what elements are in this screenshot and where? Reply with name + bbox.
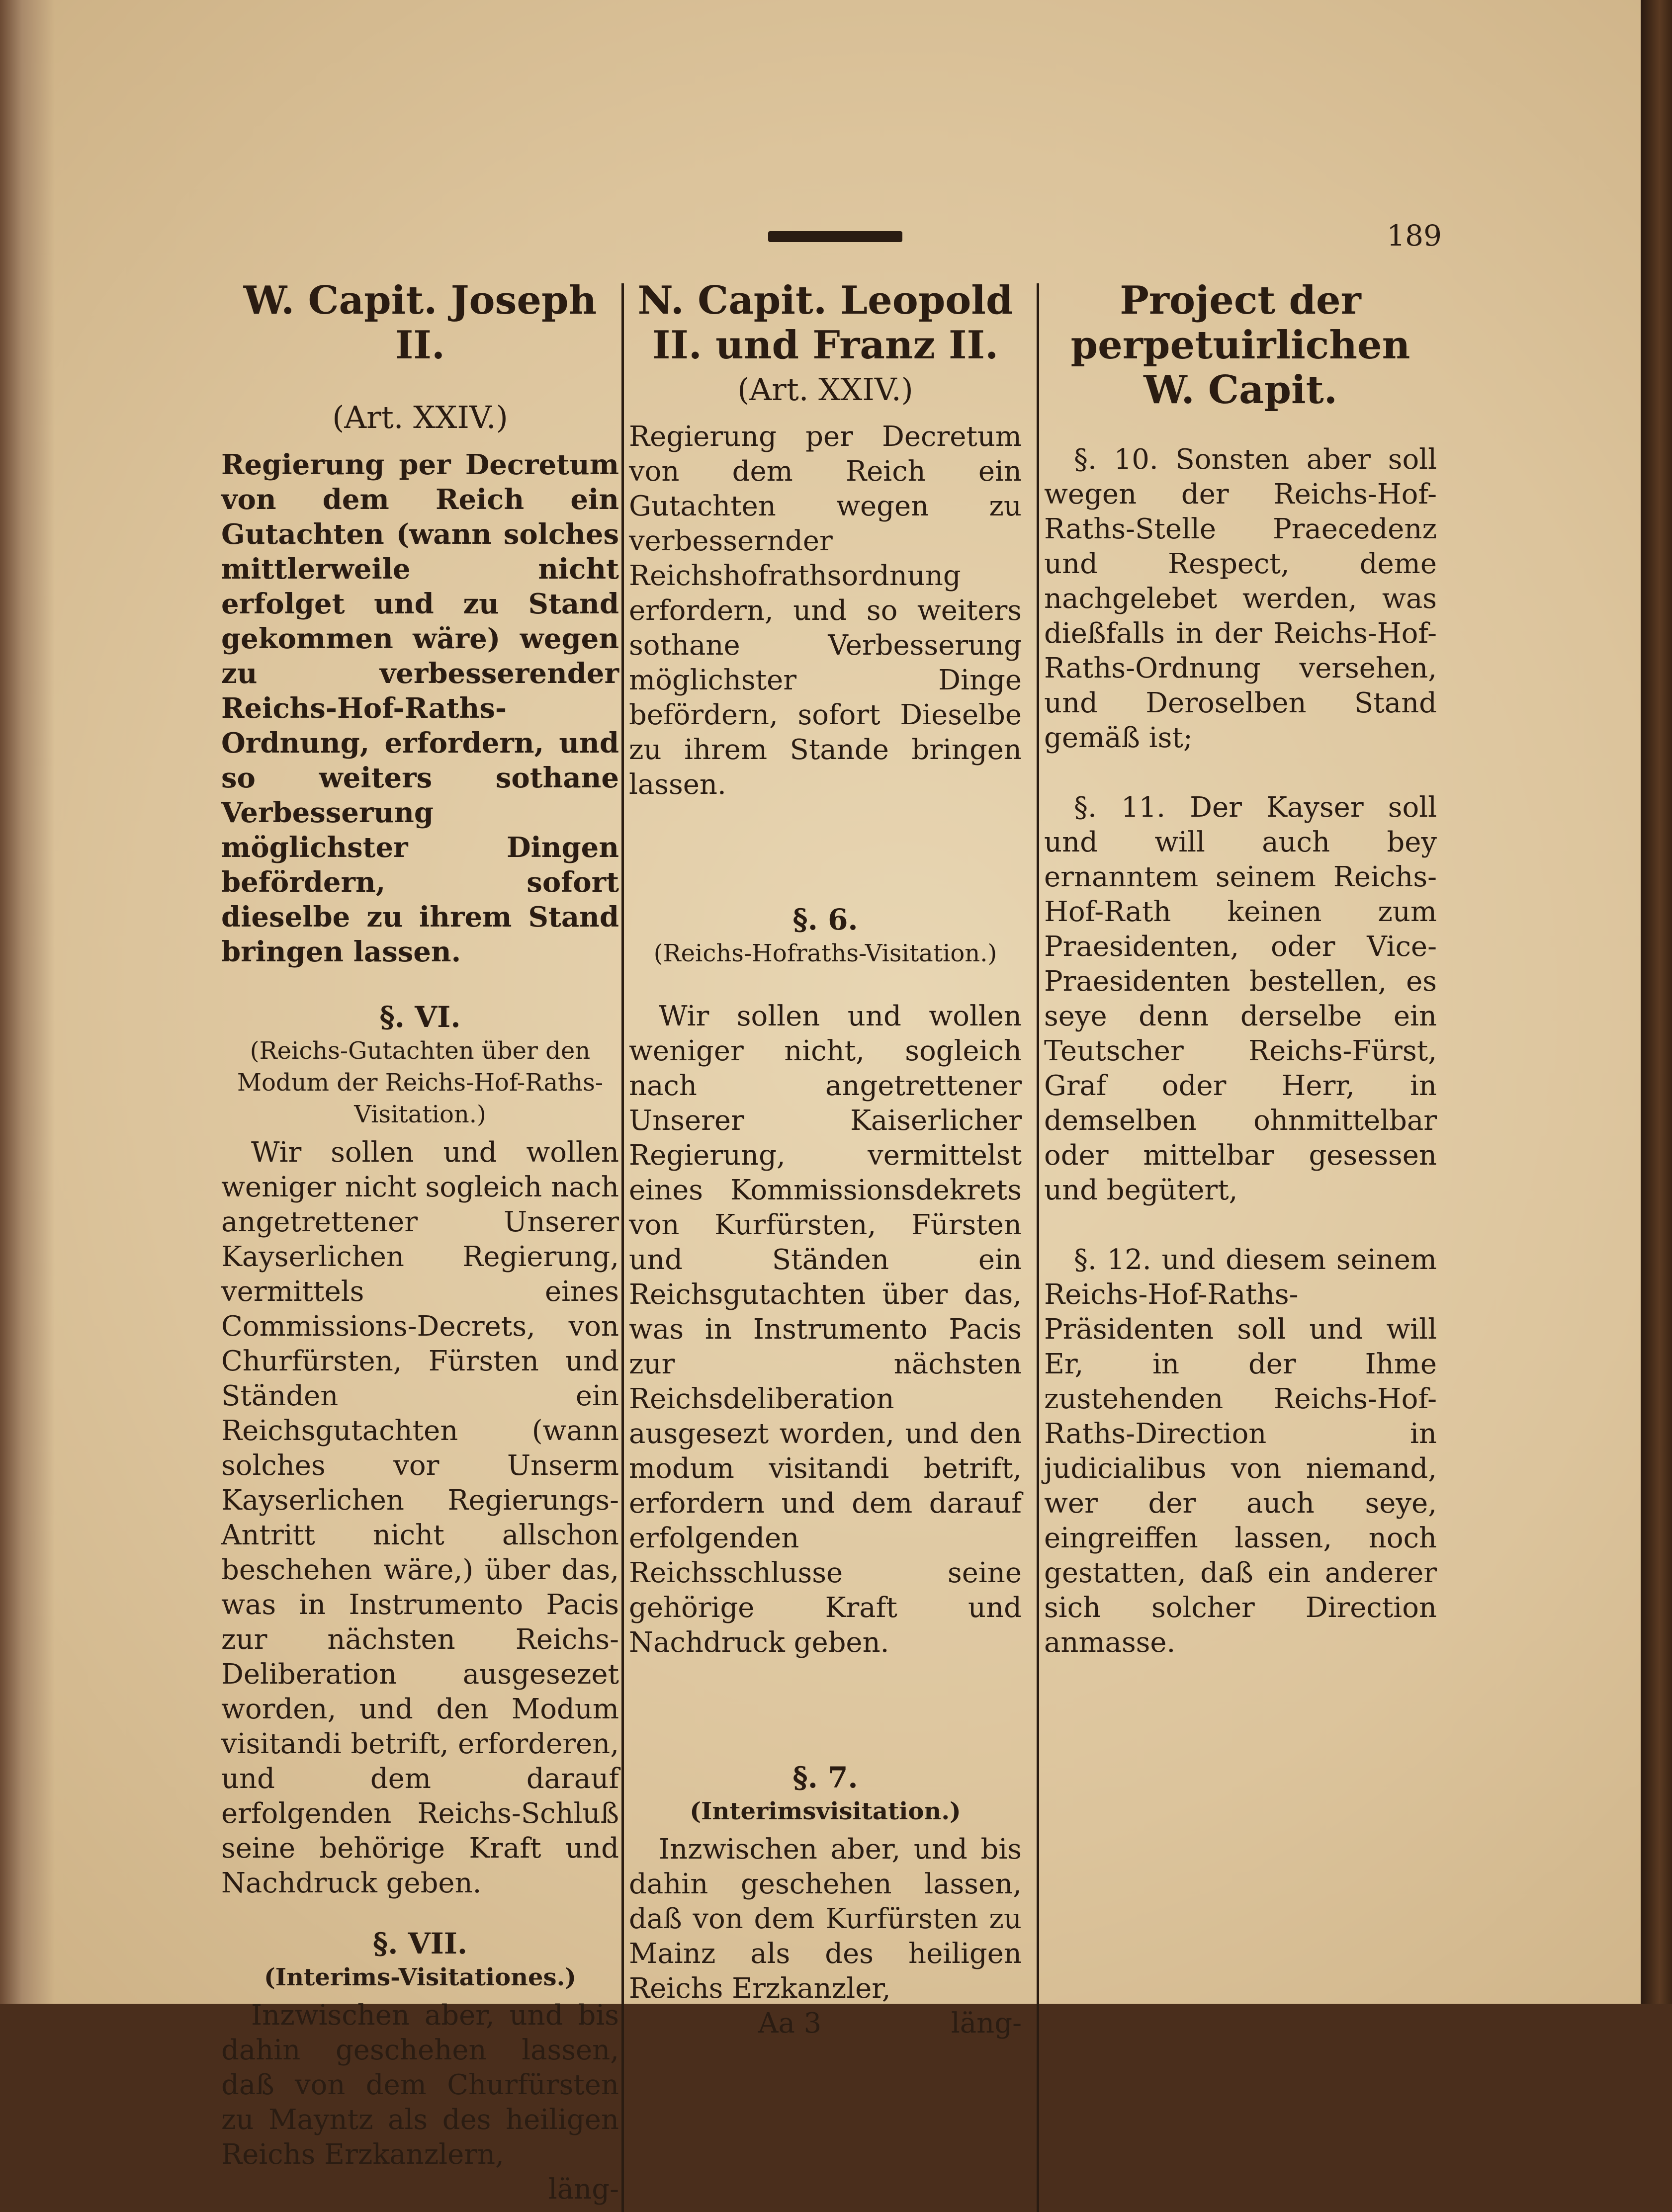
section-rubric: (Interimsvisitation.): [690, 1797, 961, 1825]
paragraph: Regierung per Decretum von dem Reich ein Gutachten (wann solches mittlerweile nicht erfolget und zu Stand gekommen wäre) wegen zu verbesserender Reichs-Hof-Raths-Ordnung, erfordern, und so weiters sothane Verbesserung möglichster Dingen befördern, sofort dieselbe zu ihrem Stand bringen lassen.: [221, 448, 619, 968]
section-heading: §. VI.: [379, 1000, 461, 1034]
section-text: Wir sollen und wollen weniger nicht, sogleich nach angetrettener Unserer Kaiserlicher Regierung, vermittelst eines Kommissionsdekrets von Kurfürsten, Fürsten und Ständen ein Reichsgutachten über das, was in Instrumento Pacis zur nächsten Reichsdeliberation ausgesezt worden, und den modum visitandi betrift, erfordern und dem darauf erfolgenden Reichsschlusse seine gehörige Kraft und Nachdruck geben.: [629, 1000, 1022, 1659]
column-title: W. Capit. Joseph II.: [243, 278, 597, 368]
column-project: [1044, 278, 1437, 1660]
column-title: N. Capit. Leopold II. und Franz II.: [637, 278, 1013, 368]
section-heading: §. 6.: [792, 903, 858, 936]
page-edge: [1641, 0, 1672, 2004]
column-title: Project der perpetuirlichen W. Capit.: [1070, 278, 1410, 413]
catchword: läng-: [548, 2173, 619, 2206]
column-leopold-franz: [629, 278, 1022, 2041]
section-text: Wir sollen und wollen weniger nicht sogleich nach angetrettener Unserer Kayserlichen Regierung, vermittels eines Commissions-Decrets, von Churfürsten, Fürsten und Ständen ein Reichsgutachten (wann solches vor Unserm Kayserlichen Regierungs-Antritt nicht allschon beschehen wäre,) über das, was in Instrumento Pacis zur nächsten Reichs-Deliberation ausgesezet worden, und den Modum visitandi betrift, erforderen, und dem darauf erfolgenden Reichs-Schluß seine behörige Kraft und Nachdruck geben.: [221, 1136, 619, 1899]
binding-gutter: [0, 0, 55, 2004]
paragraph: Regierung per Decretum von dem Reich ein Gutachten wegen zu verbessernder Reichshofrathsordnung erfordern, und so weiters sothane Verbesserung möglichster Dinge befördern, sofort Dieselbe zu ihrem Stande bringen lassen.: [629, 421, 1022, 801]
article-label: (Art. XXIV.): [332, 399, 508, 435]
column-divider-left: [621, 283, 624, 2212]
section-heading: §. VII.: [372, 1927, 468, 1960]
section-rubric: (Reichs-Gutachten über den Modum der Reichs-Hof-Raths-Visitation.): [237, 1037, 604, 1128]
catchword: läng-: [951, 2007, 1022, 2040]
section-text: Inzwischen aber, und bis dahin geschehen lassen, daß von dem Churfürsten zu Mayntz als des heiligen Reichs Erzkanzlern,: [221, 1999, 619, 2171]
signature-mark: Aa 3: [758, 2007, 822, 2040]
header-rule: [768, 231, 902, 242]
column-divider-right: [1037, 283, 1039, 2212]
paragraph-10: §. 10. Sonsten aber soll wegen der Reichs-Hof-Raths-Stelle Praecedenz und Respect, deme nachgelebet werden, was dießfalls in der Reichs-Hof-Raths-Ordnung versehen, und Deroselben Stand gemäß ist;: [1044, 443, 1437, 754]
paragraph-11: §. 11. Der Kayser soll und will auch bey ernanntem seinem Reichs-Hof-Rath keinen zum Praesidenten, oder Vice-Praesidenten bestellen, es seye denn derselbe ein Teutscher Reichs-Fürst, Graf oder Herr, in demselben ohnmittelbar oder mittelbar gesessen und begütert,: [1044, 791, 1437, 1206]
column-joseph-ii: [221, 278, 619, 2207]
page-number: 189: [1387, 219, 1442, 253]
section-rubric: (Interims-Visitationes.): [264, 1963, 576, 1991]
section-rubric: (Reichs-Hofraths-Visitation.): [653, 939, 997, 967]
paragraph-12: §. 12. und diesem seinem Reichs-Hof-Raths-Präsidenten soll und will Er, in der Ihme zustehenden Reichs-Hof-Raths-Direction in judicialibus von niemand, wer der auch seye, eingreiffen lassen, noch gestatten, daß ein anderer sich solcher Direction anmasse.: [1044, 1244, 1437, 1659]
section-heading: §. 7.: [792, 1761, 858, 1794]
section-text: Inzwischen aber, und bis dahin geschehen lassen, daß von dem Kurfürsten zu Mainz als des heiligen Reichs Erzkanzler,: [629, 1833, 1022, 2005]
article-label: (Art. XXIV.): [737, 371, 913, 408]
